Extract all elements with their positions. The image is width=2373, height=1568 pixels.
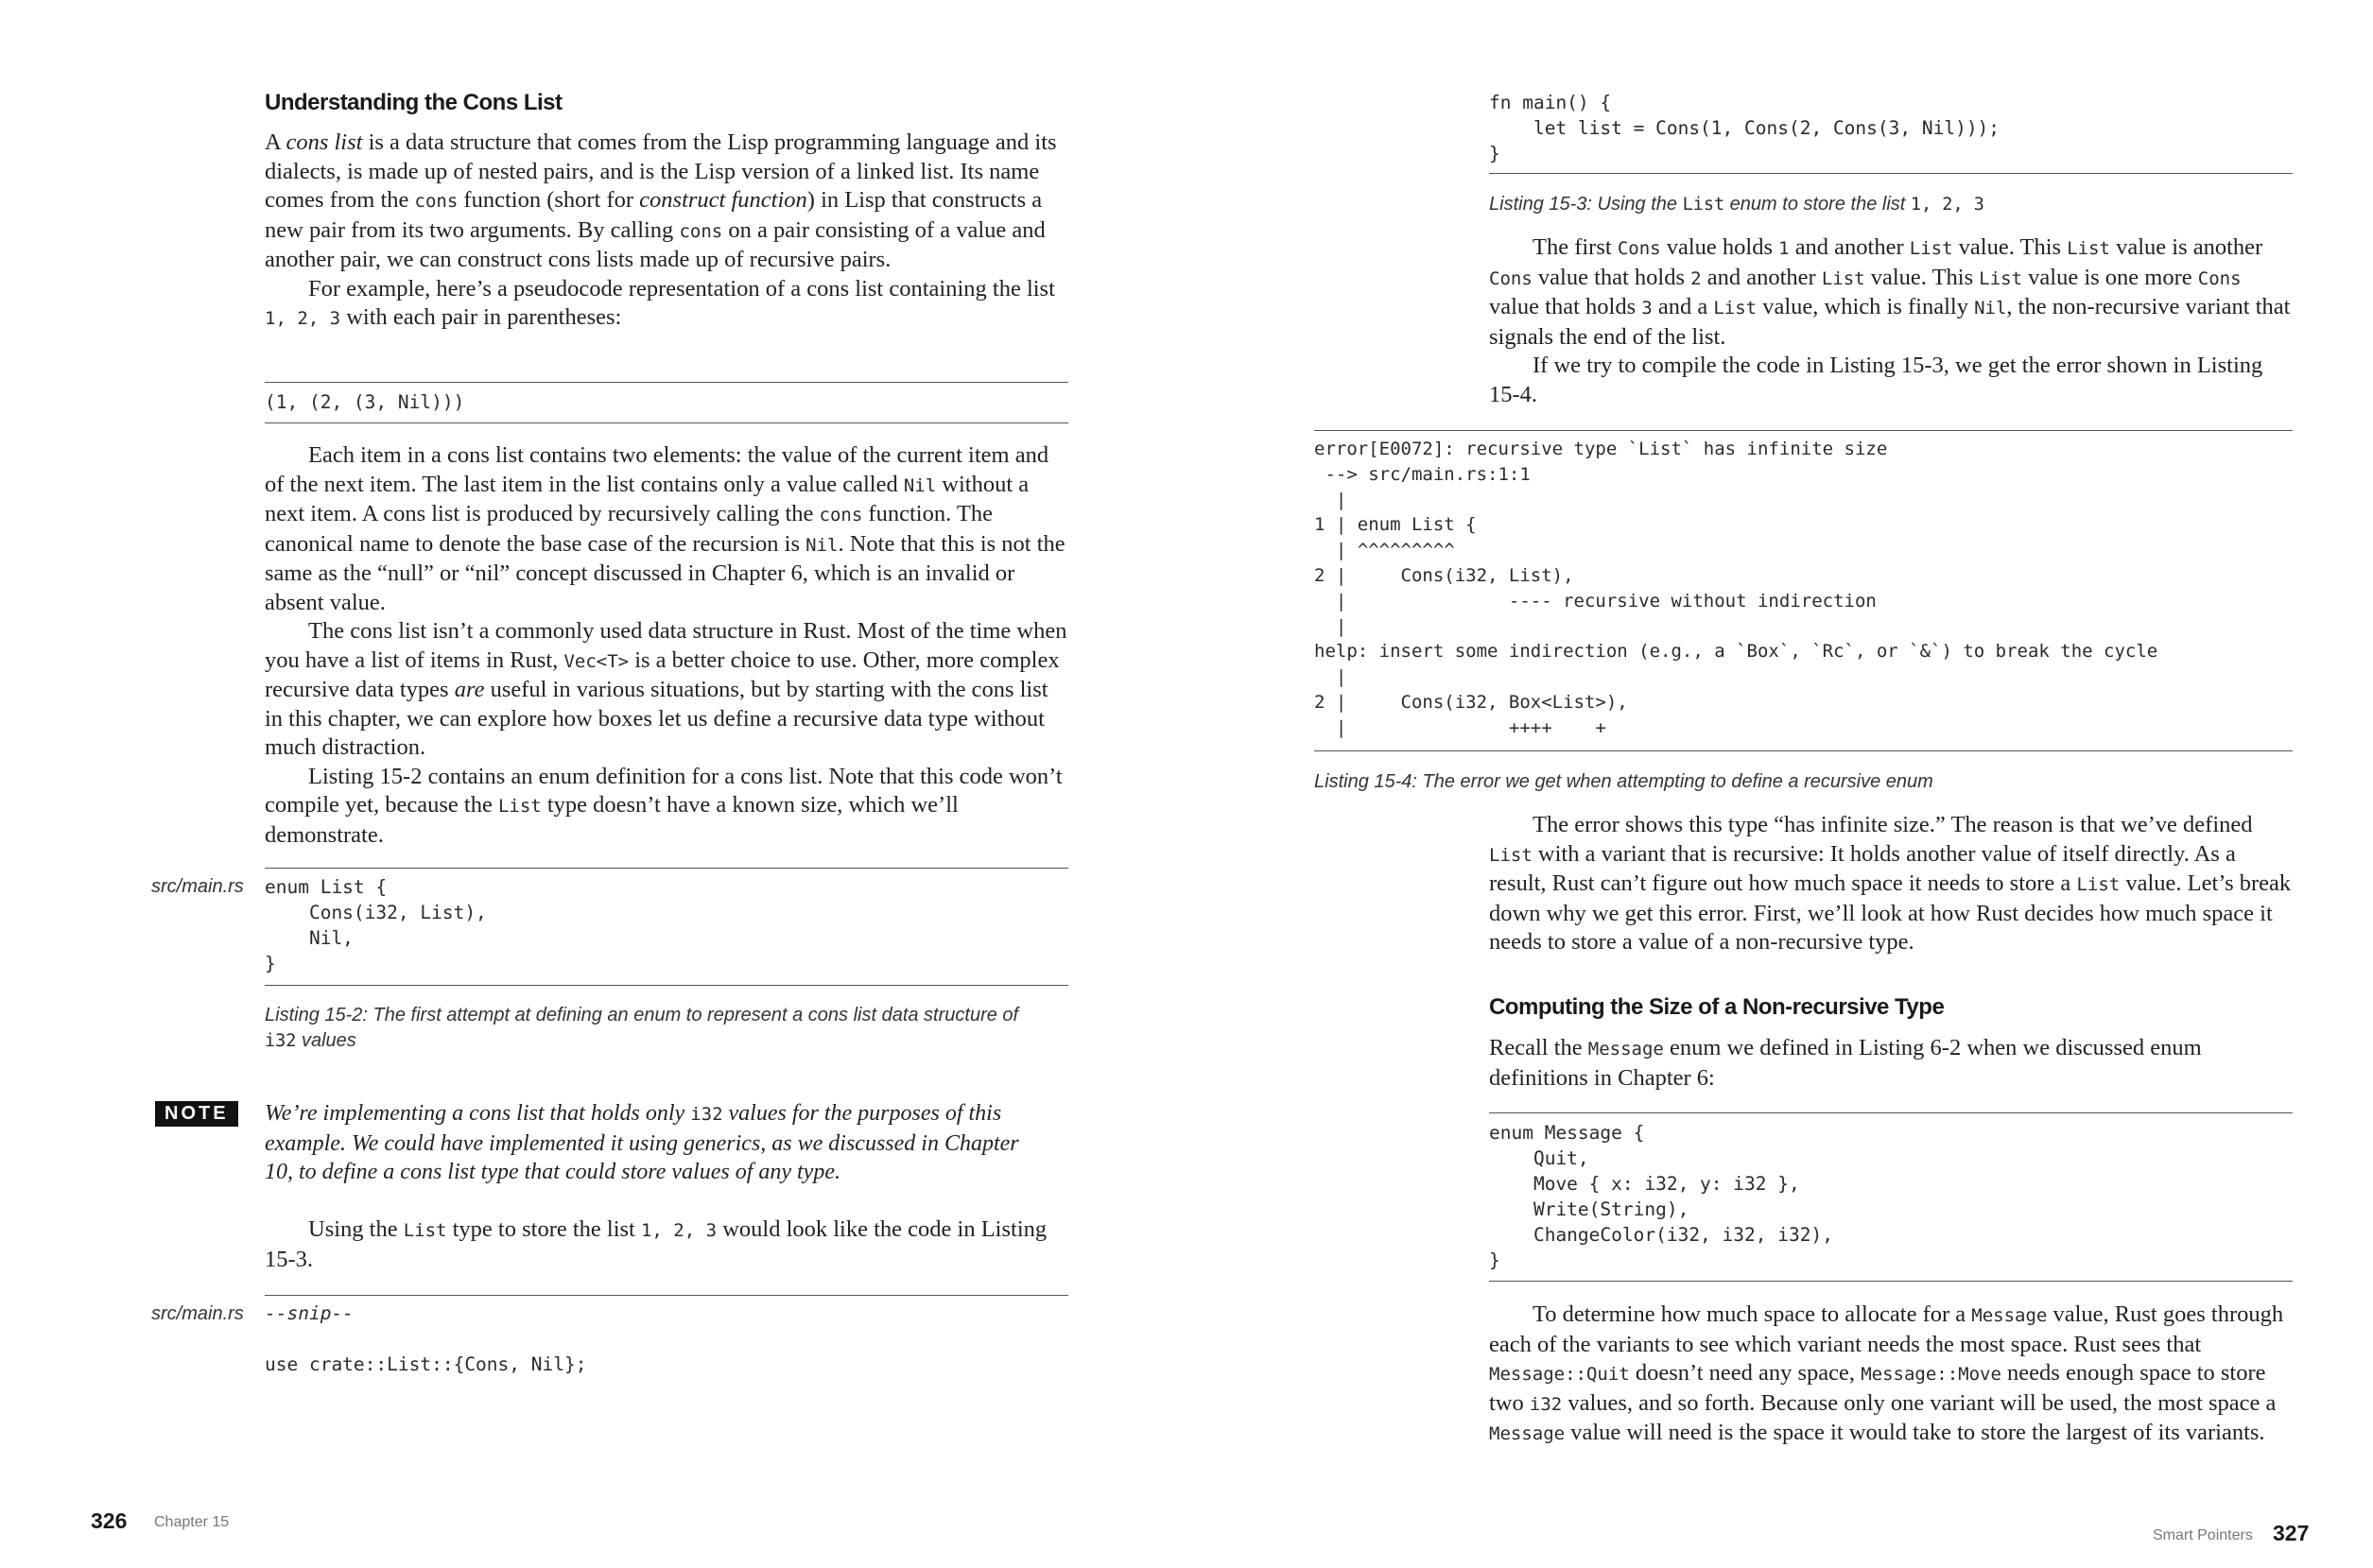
caption-listing-15-4: Listing 15-4: The error we get when attempting to define a recursive enum [1314, 771, 1933, 792]
paragraph-cons-rust-usage: The cons list isn’t a commonly used data structure in Rust. Most of the time when you have a list of items in Rust, Vec<T> is a better choice to use. Other, more complex recursive data types are useful in various situations, but by starting with the cons list in this chapter, we can explore how boxes let us define a recursive data type without much distraction. [265, 618, 1067, 760]
chapter-label: Chapter 15 [154, 1514, 230, 1530]
code-rule-bottom [265, 422, 1068, 423]
section-heading-cons-list: Understanding the Cons List [265, 90, 563, 115]
body-text-block-6 [1489, 1034, 2293, 1093]
note-badge: NOTE [155, 1101, 238, 1127]
left-page [0, 0, 1186, 1568]
code-rule-top [265, 868, 1068, 869]
code-listing-pseudocode: (1, (2, (3, Nil))) [265, 391, 465, 413]
paragraph-message-enum-recall: Recall the Message enum we defined in Listing 6-2 when we discussed enum definitions in Chapter 6: [1489, 1035, 2202, 1091]
paragraph-cons-list-intro: A cons list is a data structure that comes from the Lisp programming language and its dialects, is made up of nested pairs, and is the Lisp version of a linked list. Its name comes from the cons function (short for construct function) in Lisp that constructs a new pair from its two arguments. By calling cons on a pair consisting of a value and another pair, we can construct cons lists made up of recursive pairs. [265, 129, 1057, 272]
body-text-block-7 [1489, 1301, 2293, 1449]
paragraph-compile-error-intro: If we try to compile the code in Listing 15-3, we get the error shown in Listing 15-4. [1489, 353, 2263, 407]
code-rule-top [1314, 430, 2293, 431]
paragraph-listing-15-2-intro: Listing 15-2 contains an enum definition for a cons list. Note that this code won’t compile yet, because the List type doesn’t have a known size, which we’ll demonstrate. [265, 763, 1063, 848]
body-text-block-2 [265, 441, 1068, 850]
paragraph-listing-15-3-intro: Using the List type to store the list 1, 2, 3 would look like the code in Listing 15-3. [265, 1216, 1048, 1272]
code-rule-bottom [265, 985, 1068, 986]
code-listing-15-3-main: fn main() { let list = Cons(1, Cons(2, Cons(3, Nil))); } [1489, 92, 2001, 164]
paragraph-message-size: To determine how much space to allocate for a Message value, Rust goes through each of the variants to see which variant needs the most space. Rust sees that Message::Quit doesn’t need any space, Message::Move needs enough space to store two i32 values, and so forth. Because only one variant will be used, the most space a Message value will need is the space it would take to store the largest of its variants. [1489, 1301, 2284, 1445]
paragraph-infinite-size: The error shows this type “has infinite size.” The reason is that we’ve defined List with a variant that is recursive: It holds another value of itself directly. As a result, Rust can’t figure out how much space it needs to store a List value. Let’s break down why we get this error. First, we’ll look at how Rust decides how much space it needs to store a value of a non-recursive type. [1489, 812, 2292, 955]
code-listing-15-4-error: error[E0072]: recursive type `List` has infinite size --> src/main.rs:1:1 | 1 | enum List { | ^^^^^^^^^ 2 | Cons(i32, List), | ---- recursive without indirection | help: insert some indirection (e.g., a `Box`, `Rc`, or `&`) to break the cycle | 2 | Cons(i32, Box<List>), | ++++ + [1314, 439, 2158, 738]
paragraph-pseudocode-intro: For example, here’s a pseudocode representation of a cons list containing the list 1, 2, 3 with each pair in parentheses: [265, 275, 1055, 330]
body-text-block-1 [265, 129, 1059, 334]
code-rule-bottom [1314, 750, 2293, 751]
code-rule-bottom [1489, 173, 2293, 174]
code-rule-top [265, 1295, 1068, 1296]
code-listing-15-3-start: use crate::List::{Cons, Nil}; [265, 1353, 587, 1375]
caption-listing-15-3: Listing 15-3: Using the List enum to store the list 1, 2, 3 [1489, 194, 1984, 215]
page-number: 326 [91, 1508, 128, 1533]
paragraph-cons-items: Each item in a cons list contains two elements: the value of the current item and of the next item. The last item in the list contains only a value called Nil without a next item. A cons list is produced by recursively calling the cons function. The canonical name to denote the base case of the recursion is Nil. Note that this is not the same as the “null” or “nil” concept discussed in Chapter 6, which is an invalid or absent value. [265, 442, 1065, 615]
code-rule-bottom [1489, 1281, 2293, 1282]
body-text-block-3 [265, 1215, 1068, 1274]
page-number: 327 [2273, 1521, 2310, 1545]
right-page [1186, 0, 2373, 1568]
note-text: We’re implementing a cons list that holds only i32 values for the purposes of this example. We could have implemented it using generics, as we discussed in Chapter 10, to define a cons list type that could store values of any type. [265, 1101, 1019, 1184]
code-listing-15-2: enum List { Cons(i32, List), Nil, } [265, 876, 487, 974]
code-listing-message-enum: enum Message { Quit, Move { x: i32, y: i32 }, Write(String), ChangeColor(i32, i32, i32), } [1489, 1122, 1833, 1271]
body-text-block-4 [1489, 233, 2293, 409]
chapter-title-label: Smart Pointers [2153, 1527, 2253, 1543]
caption-listing-15-2: Listing 15-2: The first attempt at defining an enum to represent a cons list data structure of i32 values [265, 1005, 1019, 1051]
code-snip-marker: --snip-- [265, 1302, 354, 1324]
code-rule-top [265, 382, 1068, 383]
file-label-main-rs: src/main.rs [151, 1303, 244, 1324]
body-text-block-5 [1489, 811, 2293, 957]
file-label-main-rs: src/main.rs [151, 876, 244, 897]
section-heading-non-recursive-size: Computing the Size of a Non-recursive Type [1489, 994, 1945, 1020]
paragraph-cons-values: The first Cons value holds 1 and another List value. This List value is another Cons value that holds 2 and another List value. This List value is one more Cons value that holds 3 and a List value, which is finally Nil, the non-recursive variant that signals the end of the list. [1489, 234, 2291, 350]
code-rule-top [1489, 1112, 2293, 1113]
